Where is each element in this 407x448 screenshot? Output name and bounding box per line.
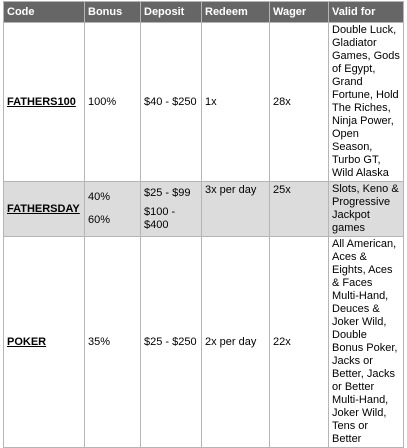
bonus-tier-1: 40% xyxy=(88,191,111,203)
wager-cell: 25x xyxy=(270,182,329,237)
bonus-cell: 35% xyxy=(85,237,141,448)
redeem-cell: 1x xyxy=(202,23,270,182)
deposit-tier-2: $100 - $400 xyxy=(144,205,176,231)
header-deposit: Deposit xyxy=(141,2,202,23)
redeem-cell: 2x per day xyxy=(202,237,270,448)
wager-cell: 22x xyxy=(270,237,329,448)
header-wager: Wager xyxy=(270,2,329,23)
header-code: Code xyxy=(4,2,85,23)
table-header-row xyxy=(4,2,404,23)
valid-for-cell: Slots, Keno & Progressive Jackpot games xyxy=(329,182,404,237)
deposit-cell: $25 - $250 xyxy=(141,237,202,448)
header-bonus: Bonus xyxy=(85,2,141,23)
valid-for-cell: Double Luck, Gladiator Games, Gods of Egypt, Grand Fortune, Hold The Riches, Ninja Power, Open Season, Turbo GT, Wild Alaska xyxy=(329,23,404,182)
code-cell[interactable]: FATHERSDAY xyxy=(4,182,85,237)
wager-cell: 28x xyxy=(270,23,329,182)
deposit-tier-1: $25 - $99 xyxy=(144,186,191,199)
redeem-cell: 3x per day xyxy=(202,182,270,237)
code-cell[interactable]: FATHERS100 xyxy=(4,23,85,182)
deposit-cell xyxy=(141,182,202,237)
table-row xyxy=(4,237,404,448)
code-cell[interactable]: POKER xyxy=(4,237,85,448)
bonus-codes-table xyxy=(3,1,404,448)
bonus-tier-2: 60% xyxy=(88,214,111,226)
bonus-cell: 100% xyxy=(85,23,141,182)
table-row xyxy=(4,182,404,237)
valid-for-cell: All American, Aces & Eights, Aces & Faces Multi-Hand, Deuces & Joker Wild, Double Bonus Poker, Jacks or Better, Jacks or Better Multi-Hand, Joker Wild, Tens or Better xyxy=(329,237,404,448)
header-redeem: Redeem xyxy=(202,2,270,23)
deposit-cell: $40 - $250 xyxy=(141,23,202,182)
bonus-cell xyxy=(85,182,141,237)
header-valid-for: Valid for xyxy=(329,2,404,23)
table-row xyxy=(4,23,404,182)
